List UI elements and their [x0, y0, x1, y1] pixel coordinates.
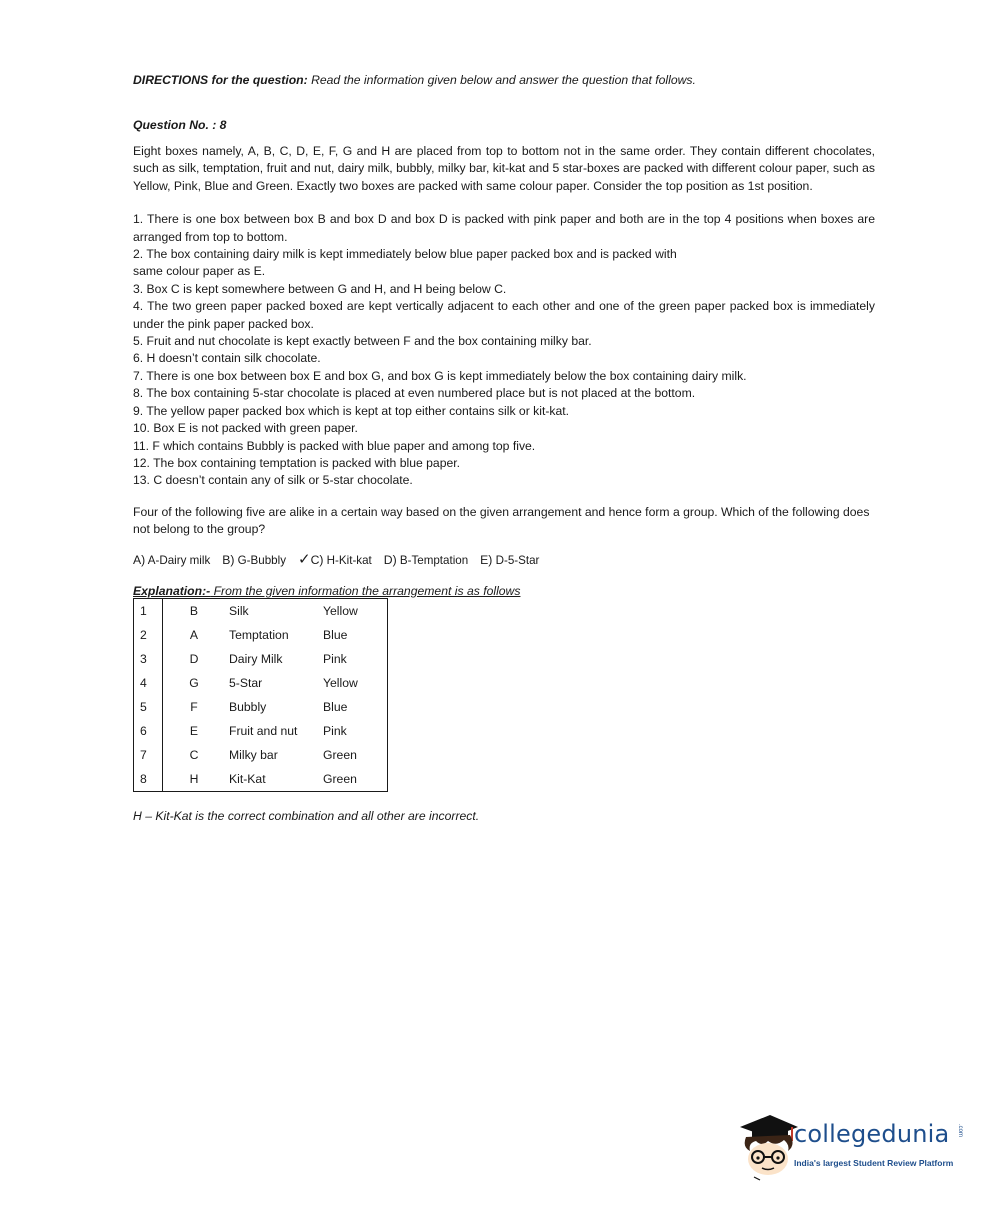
table-cell: H: [189, 771, 199, 786]
explanation-heading: [133, 584, 875, 598]
answer-options: [133, 550, 875, 568]
table-row: [134, 647, 388, 671]
option-text: D-5-Star: [492, 553, 540, 567]
conclusion-text: H – Kit-Kat is the correct combination and all other are incorrect.: [133, 808, 480, 823]
option-text: H-Kit-kat: [323, 553, 372, 567]
clue-item: 4. The two green paper packed boxed are kept vertically adjacent to each other and one of the green paper packed box is immediately under the pink paper packed box.: [133, 299, 875, 331]
directions-text: Read the information given below and answer the question that follows.: [307, 73, 696, 87]
table-row: [134, 695, 388, 719]
document-page: [133, 72, 875, 823]
explanation-label: Explanation:-: [133, 583, 211, 598]
table-cell: Yellow: [323, 675, 358, 690]
table-cell: 1: [134, 598, 163, 623]
clue-item: 2. The box containing dairy milk is kept immediately below blue paper packed box and is packed with: [133, 247, 677, 262]
table-cell: Green: [323, 747, 357, 762]
clue-item: 9. The yellow paper packed box which is kept at top either contains silk or kit-kat.: [133, 403, 570, 418]
clue-item: same colour paper as E.: [133, 264, 266, 279]
option-letter: D): [383, 552, 397, 567]
table-cell: 8: [134, 767, 163, 792]
option-b[interactable]: [222, 553, 286, 567]
table-cell: Yellow: [323, 603, 358, 618]
table-cell: 5-Star: [229, 675, 263, 690]
option-text: A-Dairy milk: [145, 553, 211, 567]
table-cell: G: [189, 675, 199, 690]
problem-paragraph: Eight boxes namely, A, B, C, D, E, F, G and H are placed from top to bottom not in the same order. They contain different chocolates, such as silk, temptation, fruit and nut, dairy milk, bubbly, milky bar, kit-kat and 5 star-boxes are packed with different colour paper, such as Yellow, Pink, Blue and Green. Exactly two boxes are packed with same colour paper. Consider the top position as 1st position.: [133, 144, 875, 193]
table-cell: 3: [134, 647, 163, 671]
clue-item: 5. Fruit and nut chocolate is kept exactly between F and the box containing milky bar.: [133, 334, 592, 349]
table-cell: C: [189, 747, 199, 762]
question-text: Four of the following five are alike in a certain way based on the given arrangement and hence form a group. Which of the following does not belong to the group?: [133, 504, 870, 537]
option-a[interactable]: [133, 553, 210, 567]
table-row: [134, 767, 388, 792]
table-cell: D: [189, 651, 199, 666]
clue-item: 6. H doesn’t contain silk chocolate.: [133, 351, 321, 366]
option-letter: A): [133, 552, 146, 567]
option-letter: C): [310, 552, 324, 567]
option-c[interactable]: [298, 550, 372, 568]
option-text: B-Temptation: [396, 553, 469, 567]
question-number: Question No. : 8: [133, 118, 227, 132]
clue-item: 10. Box E is not packed with green paper.: [133, 421, 358, 436]
table-cell: Temptation: [229, 627, 289, 642]
table-cell: Bubbly: [229, 699, 267, 714]
arrangement-table: [133, 598, 388, 792]
table-row: [134, 671, 388, 695]
clue-item: 13. C doesn’t contain any of silk or 5-star chocolate.: [133, 473, 413, 488]
table-cell: 2: [134, 623, 163, 647]
brand-name: collegedunia: [794, 1120, 950, 1148]
table-cell: Kit-Kat: [229, 771, 266, 786]
table-cell: Pink: [323, 723, 347, 738]
table-cell: Pink: [323, 651, 347, 666]
table-cell: 7: [134, 743, 163, 767]
table-cell: 4: [134, 671, 163, 695]
clue-item: 11. F which contains Bubbly is packed with blue paper and among top five.: [133, 438, 536, 453]
table-row: [134, 743, 388, 767]
option-d[interactable]: [384, 553, 468, 567]
table-cell: Fruit and nut: [229, 723, 298, 738]
table-cell: Silk: [229, 603, 249, 618]
table-cell: A: [189, 627, 199, 642]
clue-list: [133, 211, 875, 490]
option-text: G-Bubbly: [234, 553, 286, 567]
directions: [133, 72, 875, 88]
option-e[interactable]: [480, 553, 539, 567]
table-row: [134, 598, 388, 623]
clue-item: 8. The box containing 5-star chocolate is placed at even numbered place but is not placed at the bottom.: [133, 386, 696, 401]
table-cell: 5: [134, 695, 163, 719]
option-letter: E): [480, 552, 493, 567]
clue-item: 12. The box containing temptation is packed with blue paper.: [133, 455, 461, 470]
table-cell: F: [190, 699, 198, 714]
table-cell: E: [189, 723, 199, 738]
brand-tagline: India's largest Student Review Platform: [794, 1158, 954, 1168]
option-letter: B): [222, 552, 235, 567]
table-row: [134, 623, 388, 647]
table-cell: Milky bar: [229, 747, 278, 762]
directions-label: DIRECTIONS for the question:: [133, 73, 308, 87]
table-cell: Dairy Milk: [229, 651, 283, 666]
clue-item: 3. Box C is kept somewhere between G and H, and H being below C.: [133, 281, 507, 296]
checkmark-icon: ✓: [298, 550, 311, 568]
brand-suffix: .com: [957, 1124, 963, 1138]
table-cell: Green: [323, 771, 357, 786]
table-row: [134, 719, 388, 743]
clue-item: 1. There is one box between box B and box D and box D is packed with pink paper and both are in the top 4 positions when boxes are arranged from top to bottom.: [133, 212, 875, 244]
table-cell: Blue: [323, 627, 348, 642]
clue-item: 7. There is one box between box E and box G, and box G is kept immediately below the box containing dairy milk.: [133, 368, 747, 383]
explanation-text: From the given information the arrangement is as follows: [210, 583, 521, 598]
table-cell: Blue: [323, 699, 348, 714]
table-cell: 6: [134, 719, 163, 743]
table-cell: B: [189, 603, 199, 618]
